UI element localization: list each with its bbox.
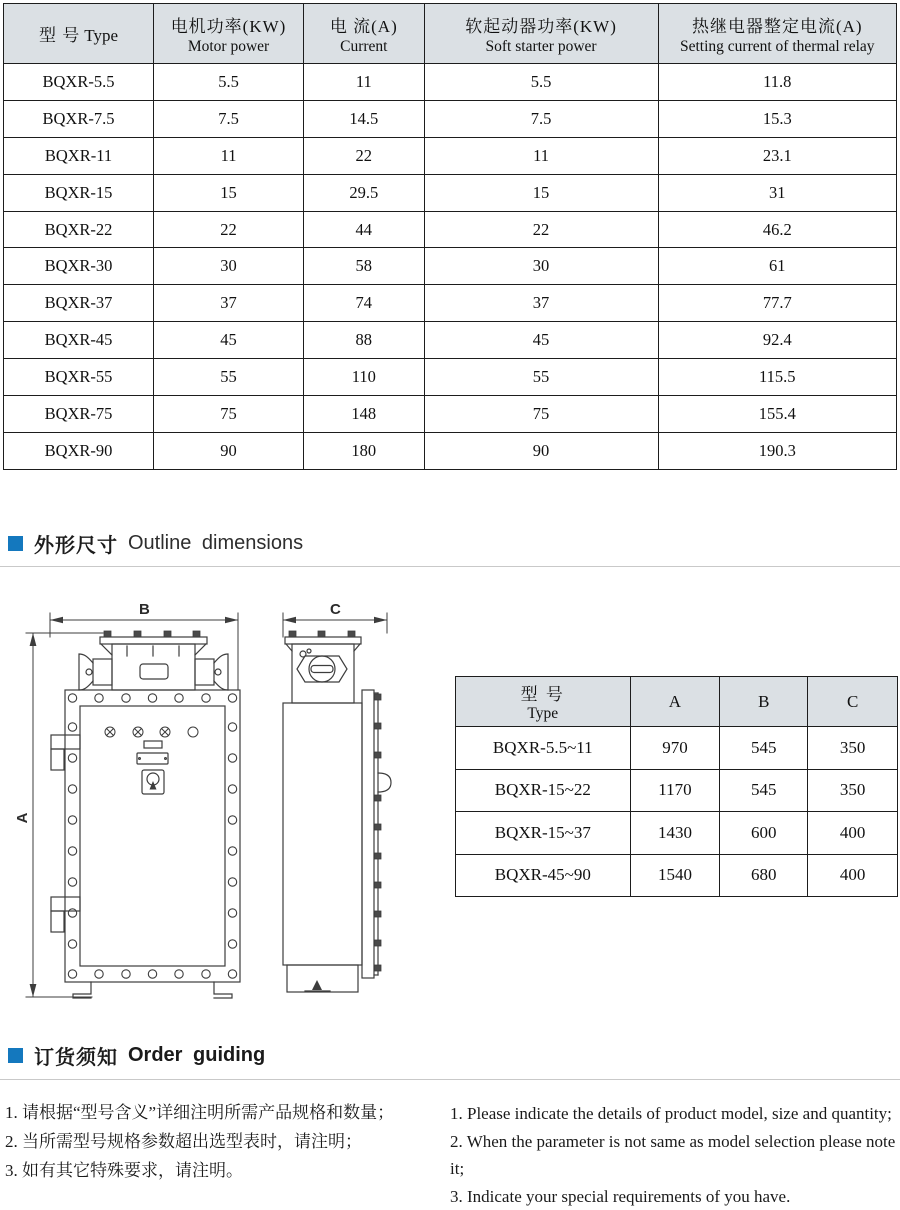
table-cell: 1170	[630, 769, 720, 812]
section-outline-en: Outline dimensions	[128, 532, 303, 555]
table-cell: 190.3	[658, 432, 896, 469]
table-cell: 1430	[630, 812, 720, 855]
table-row	[456, 812, 898, 855]
table-cell: 1540	[630, 854, 720, 897]
table-cell: 58	[304, 248, 425, 285]
table-cell: BQXR-45	[4, 322, 154, 359]
spec-table-header	[4, 4, 897, 64]
dim-col-header-a: A	[630, 677, 720, 727]
table-cell: 61	[658, 248, 896, 285]
table-row	[456, 854, 898, 897]
col-header-thermal-relay-en: Setting current of thermal relay	[659, 38, 896, 56]
table-cell: 545	[720, 727, 808, 770]
door-plate-small	[144, 741, 162, 748]
table-cell: 600	[720, 812, 808, 855]
section-outline-zh: 外形尺寸	[34, 529, 118, 558]
table-cell: 11	[304, 64, 425, 101]
table-cell: 7.5	[154, 100, 304, 137]
table-cell: 37	[424, 285, 658, 322]
table-cell: 22	[424, 211, 658, 248]
table-cell: 5.5	[424, 64, 658, 101]
table-cell: 15	[154, 174, 304, 211]
foot-left	[73, 982, 91, 998]
cabinet-side-body	[283, 703, 362, 965]
table-cell: 148	[304, 396, 425, 433]
table-cell: 23.1	[658, 137, 896, 174]
section-heading-order	[8, 1041, 265, 1070]
dim-col-header-type-en: Type	[456, 705, 630, 723]
table-cell: 55	[424, 359, 658, 396]
cable-gland-right	[195, 654, 228, 690]
table-row	[4, 174, 897, 211]
table-cell: 37	[154, 285, 304, 322]
note-line: 3. 如有其它特殊要求，请注明。	[5, 1156, 440, 1185]
door-indicators	[105, 727, 198, 737]
cabinet-side-base	[287, 965, 358, 992]
table-cell: 155.4	[658, 396, 896, 433]
col-header-motor-power	[154, 4, 304, 64]
table-cell: 22	[304, 137, 425, 174]
outline-drawing	[0, 580, 450, 1040]
col-header-thermal-relay-zh: 热继电器整定电流(A)	[659, 12, 896, 37]
table-cell: 5.5	[154, 64, 304, 101]
table-cell: 350	[808, 727, 898, 770]
terminal-box-side	[285, 631, 361, 703]
table-cell: 545	[720, 769, 808, 812]
table-row	[4, 396, 897, 433]
table-row	[4, 137, 897, 174]
table-cell: BQXR-30	[4, 248, 154, 285]
blue-square-bullet	[8, 536, 23, 551]
note-line: 1. 请根据“型号含义”详细注明所需产品规格和数量；	[5, 1098, 440, 1127]
col-header-type	[4, 4, 154, 64]
table-cell: BQXR-15~37	[456, 812, 631, 855]
dim-col-header-type-zh: 型 号	[456, 680, 630, 705]
dim-label-c: C	[330, 601, 341, 618]
dimension-table-header	[456, 677, 898, 727]
col-header-current-en: Current	[304, 38, 424, 56]
table-row	[4, 322, 897, 359]
table-cell: 88	[304, 322, 425, 359]
table-cell: BQXR-22	[4, 211, 154, 248]
table-cell: 11	[424, 137, 658, 174]
cabinet-front	[65, 690, 240, 982]
col-header-thermal-relay	[658, 4, 896, 64]
nameplate	[137, 753, 168, 764]
section-order-en: Order guiding	[128, 1044, 265, 1067]
table-cell: 11	[154, 137, 304, 174]
side-view	[283, 601, 391, 992]
table-cell: 90	[154, 432, 304, 469]
table-cell: 400	[808, 812, 898, 855]
table-cell: 44	[304, 211, 425, 248]
spec-table	[3, 3, 897, 470]
table-row	[4, 359, 897, 396]
section-heading-outline	[8, 529, 303, 558]
order-notes-english	[450, 1100, 898, 1210]
table-cell: 7.5	[424, 100, 658, 137]
door-flange-side	[362, 690, 378, 978]
col-header-soft-starter-power-en: Soft starter power	[425, 38, 658, 56]
table-cell: 30	[424, 248, 658, 285]
col-header-current-zh: 电 流(A)	[304, 12, 424, 37]
hex-gland	[297, 649, 347, 682]
table-cell: 75	[154, 396, 304, 433]
table-cell: 77.7	[658, 285, 896, 322]
dimension-table	[455, 676, 898, 897]
table-row	[456, 769, 898, 812]
table-row	[456, 727, 898, 770]
dimension-table-body	[456, 727, 898, 897]
flange-bolts-front	[68, 694, 236, 978]
heading-divider	[0, 566, 900, 567]
table-cell: 22	[154, 211, 304, 248]
table-cell: BQXR-45~90	[456, 854, 631, 897]
col-header-type-zh: 型 号	[39, 26, 80, 45]
cable-gland-left	[79, 654, 112, 690]
table-cell: 75	[424, 396, 658, 433]
table-row	[4, 248, 897, 285]
table-cell: BQXR-5.5	[4, 64, 154, 101]
door-lock	[142, 770, 164, 794]
table-cell: 90	[424, 432, 658, 469]
dim-col-header-c: C	[808, 677, 898, 727]
table-cell: 15	[424, 174, 658, 211]
table-cell: BQXR-11	[4, 137, 154, 174]
dim-col-header-b: B	[720, 677, 808, 727]
table-cell: BQXR-15~22	[456, 769, 631, 812]
heading-divider	[0, 1079, 900, 1080]
col-header-soft-starter-power	[424, 4, 658, 64]
table-cell: 30	[154, 248, 304, 285]
col-header-soft-starter-power-zh: 软起动器功率(KW)	[425, 12, 658, 37]
table-cell: 46.2	[658, 211, 896, 248]
table-row	[4, 64, 897, 101]
table-cell: BQXR-90	[4, 432, 154, 469]
table-cell: BQXR-55	[4, 359, 154, 396]
table-cell: 15.3	[658, 100, 896, 137]
table-cell: 350	[808, 769, 898, 812]
table-row	[4, 211, 897, 248]
table-cell: 11.8	[658, 64, 896, 101]
front-view	[14, 601, 240, 998]
terminal-box-front	[100, 631, 207, 690]
spec-table-body	[4, 64, 897, 470]
col-header-type-en: Type	[84, 26, 118, 45]
table-cell: 74	[304, 285, 425, 322]
table-cell: BQXR-75	[4, 396, 154, 433]
table-cell: 110	[304, 359, 425, 396]
table-cell: 680	[720, 854, 808, 897]
dim-col-header-type	[456, 677, 631, 727]
blue-square-bullet	[8, 1048, 23, 1063]
table-cell: 400	[808, 854, 898, 897]
note-line: 1. Please indicate the details of product model, size and quantity;	[450, 1100, 898, 1128]
section-order-zh: 订货须知	[34, 1041, 118, 1070]
table-cell: 14.5	[304, 100, 425, 137]
note-line: 2. When the parameter is not same as model selection please note it;	[450, 1128, 898, 1183]
table-cell: BQXR-37	[4, 285, 154, 322]
table-row	[4, 100, 897, 137]
table-cell: 92.4	[658, 322, 896, 359]
door-handle-side	[378, 773, 391, 792]
col-header-motor-power-en: Motor power	[154, 38, 303, 56]
note-line: 2. 当所需型号规格参数超出选型表时，请注明；	[5, 1127, 440, 1156]
table-cell: 180	[304, 432, 425, 469]
dim-label-b: B	[139, 601, 150, 618]
table-cell: 31	[658, 174, 896, 211]
table-cell: BQXR-5.5~11	[456, 727, 631, 770]
dim-label-a: A	[14, 812, 31, 823]
table-cell: 115.5	[658, 359, 896, 396]
foot-right	[214, 982, 232, 998]
table-cell: 45	[154, 322, 304, 359]
note-line: 3. Indicate your special requirements of you have.	[450, 1183, 898, 1210]
table-cell: 45	[424, 322, 658, 359]
col-header-motor-power-zh: 电机功率(KW)	[154, 12, 303, 37]
table-cell: 55	[154, 359, 304, 396]
table-row	[4, 285, 897, 322]
table-cell: 29.5	[304, 174, 425, 211]
table-cell: BQXR-7.5	[4, 100, 154, 137]
table-cell: BQXR-15	[4, 174, 154, 211]
table-cell: 970	[630, 727, 720, 770]
base-foot-clamp	[312, 980, 322, 990]
col-header-current	[304, 4, 425, 64]
order-notes-chinese	[5, 1098, 440, 1185]
table-row	[4, 432, 897, 469]
terminal-box-window	[140, 664, 168, 679]
